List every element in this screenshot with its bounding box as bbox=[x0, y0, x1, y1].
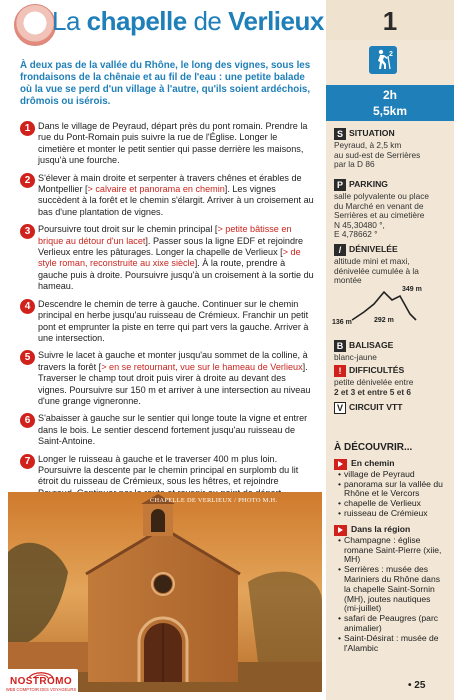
parking-label-icon: P bbox=[334, 179, 346, 191]
step-item bbox=[20, 121, 316, 167]
hiker-level-2-icon bbox=[369, 46, 397, 74]
denivelee-title: DÉNIVELÉE bbox=[349, 244, 398, 255]
title-prefix: La bbox=[52, 6, 87, 36]
parking-block bbox=[334, 179, 446, 240]
situation-block bbox=[334, 128, 446, 170]
intro-paragraph: À deux pas de la vallée du Rhône, le long des vignes, sous les frondaisons de la chênaie et au fil de l'eau : une petite balade où la vue se perd d'un village à l'autre, qu'ils soient ardéchois, drômois ou isérois. bbox=[20, 60, 311, 107]
situation-line: au sud-est de Serrières bbox=[334, 149, 421, 160]
title-mid: de bbox=[186, 6, 229, 36]
dans-region-heading: Dans la région bbox=[351, 524, 411, 535]
en-chemin-list bbox=[334, 470, 446, 519]
svg-text:2: 2 bbox=[389, 51, 393, 58]
list-item: • panorama sur la vallée du Rhône et le Vercors bbox=[338, 480, 446, 500]
step-item bbox=[20, 350, 316, 407]
en-chemin-heading: En chemin bbox=[351, 458, 395, 469]
step-number: 5 bbox=[20, 350, 35, 365]
denivelee-block bbox=[334, 244, 446, 286]
list-item: • Serrières : musée des Mariniers du Rhône dans la chapelle Saint-Sornin (MH), joutes nautiques (mi-juillet) bbox=[338, 565, 446, 614]
page-header bbox=[0, 0, 326, 52]
step-number: 1 bbox=[20, 121, 35, 136]
region-seal-icon bbox=[14, 4, 56, 46]
step-text: Longer le ruisseau à gauche et le traverser 400 m plus loin. Poursuivre la descente par le chemin principal en surplomb du lit étroit du ruisseau de Crémieux, sous les hêtres, et rejoindre bbox=[38, 453, 299, 487]
duration: 2h bbox=[382, 88, 397, 102]
step-aside: > en se retournant, vue sur le hameau de Verlieux bbox=[101, 361, 303, 372]
step-text: Descendre le chemin de terre à gauche. Continuer sur le chemin principal en herbe jusqu'au ruisseau de Crémieux. Franchir un petit pont et emprunter la piste en terre qui part vers la gauche. Arriver à une intersection. bbox=[38, 298, 309, 343]
denivelee-line: montée bbox=[334, 275, 362, 286]
step-number: 3 bbox=[20, 224, 35, 239]
profile-min: 136 m bbox=[332, 319, 352, 326]
balisage-title: BALISAGE bbox=[349, 340, 394, 351]
step-text: S'abaisser à gauche sur le sentier qui longe toute la vigne et entrer dans le bois. Le sentier descend fortement jusqu'au ruisseau de Saint-Antoine. bbox=[38, 413, 308, 447]
situation-line: Peyraud, à 2,5 km bbox=[334, 140, 402, 150]
list-item: • Saint-Désirat : musée de l'Alambic bbox=[338, 634, 446, 654]
step-number: 7 bbox=[20, 454, 35, 469]
step-aside: > petite bâtisse en brique au détour d'un lacet bbox=[38, 224, 292, 246]
step-text: ]. À la route, prendre à gauche puis à droite. Poursuivre jusqu'à un croisement à la sortie du hameau. bbox=[38, 258, 314, 292]
situation-line: par la D 86 bbox=[334, 159, 375, 170]
step-text: Poursuivre tout droit sur le chemin principal [ bbox=[38, 224, 218, 235]
title-word-chapelle: chapelle bbox=[86, 6, 187, 36]
list-item: • safari de Peaugres (parc animalier) bbox=[338, 614, 446, 634]
step-text: ]. Les vignes succèdent à la forêt et le chemin s'élargit. Arriver à un croisement au bas d'une plantation de vignes. bbox=[38, 184, 314, 217]
duration-distance-box bbox=[326, 85, 454, 121]
parking-line: du Marché en venant de bbox=[334, 200, 424, 211]
step-aside: > calvaire et panorama en chemin bbox=[87, 184, 225, 195]
parking-line: salle polyvalente ou place bbox=[334, 191, 430, 201]
denivelee-line: altitude mini et maxi, bbox=[334, 256, 410, 266]
profile-gain: 292 m bbox=[374, 317, 394, 324]
difficultes-line: petite dénivelée entre bbox=[334, 377, 414, 387]
denivelee-label-icon: / bbox=[334, 244, 346, 256]
step-item bbox=[20, 224, 316, 292]
parking-line: Serrières et au cimetière bbox=[334, 210, 425, 221]
dans-region-list bbox=[334, 536, 446, 654]
difficultes-block bbox=[334, 365, 446, 397]
parking-title: PARKING bbox=[349, 179, 388, 190]
step-text: S'élever à main droite et serpenter à travers chênes et érables de Montpellier [ bbox=[38, 172, 302, 195]
logo-tagline: WEB COMPTOIR DES VOYAGEURS bbox=[5, 687, 77, 692]
list-item: • chapelle de Verlieux bbox=[338, 499, 446, 509]
parking-line: N 45,30480 °, bbox=[334, 219, 385, 230]
difficultes-line: 2 et 3 et entre 5 et 6 bbox=[334, 386, 412, 397]
balisage-label-icon: B bbox=[334, 340, 346, 352]
step-text: Suivre le lacet à gauche et monter jusqu'au sommet de la colline, à travers la forêt [ bbox=[38, 350, 308, 372]
step-number: 6 bbox=[20, 413, 35, 428]
situation-label-icon: S bbox=[334, 128, 346, 140]
denivelee-line: dénivelée cumulée à la bbox=[334, 265, 419, 276]
step-text: Dans le village de Peyraud, départ près du pont romain. Prendre la rue du Pont-Romain puis suivre la rue de l'Église. Longer le cimetière et monter le petit sentier qui passe derrière les maisons, jusqu'à une fourche. bbox=[38, 121, 308, 166]
list-item: • ruisseau de Crémieux bbox=[338, 509, 446, 519]
route-number-box bbox=[326, 0, 454, 40]
logo-name: NOSTROMO bbox=[9, 676, 73, 687]
chapel-photo bbox=[8, 492, 322, 692]
parking-line: E 4,78662 ° bbox=[334, 229, 378, 240]
vtt-block bbox=[334, 402, 446, 415]
list-item: • village de Peyraud bbox=[338, 470, 446, 480]
profile-max: 349 m bbox=[402, 286, 422, 293]
elevation-profile bbox=[330, 282, 454, 328]
list-item: • Champagne : église romane Saint-Pierre (xiie, MH) bbox=[338, 536, 446, 565]
step-number: 4 bbox=[20, 299, 35, 314]
vtt-label-icon: V bbox=[334, 402, 346, 414]
page-title bbox=[52, 6, 324, 37]
vtt-title: CIRCUIT VTT bbox=[349, 402, 403, 413]
step-item bbox=[20, 173, 316, 219]
situation-title: SITUATION bbox=[349, 128, 395, 139]
route-number: 1 bbox=[382, 6, 398, 36]
balisage-block bbox=[334, 340, 446, 363]
discover-section bbox=[334, 443, 446, 653]
step-item bbox=[20, 299, 316, 345]
difficultes-label-icon: ! bbox=[334, 365, 346, 377]
photo-caption: CHAPELLE DE VERLIEUX / PHOTO M.H. bbox=[150, 497, 278, 504]
page-number: • 25 bbox=[408, 680, 426, 691]
balisage-value: blanc-jaune bbox=[334, 352, 377, 362]
nostromo-logo bbox=[4, 669, 78, 695]
difficultes-title: DIFFICULTÉS bbox=[349, 365, 405, 376]
step-text: ]. Passer sous la ligne EDF et rejoindre Verlieux entre les pâturages. Longer la chapelle de Verlieux [ bbox=[38, 235, 304, 258]
distance: 5,5km bbox=[372, 104, 408, 118]
title-word-verlieux: Verlieux bbox=[228, 6, 324, 36]
step-text: ]. Traverser le champ tout droit puis virer à droite au devant des vignes. Poursuivre sur 150 m et arriver à une intersection au niveau d'une grange vigneronne. bbox=[38, 361, 311, 406]
step-item bbox=[20, 413, 316, 447]
step-aside: > de style roman, reconstruite au xixe siècle bbox=[38, 247, 301, 269]
discover-title: À DÉCOUVRIR... bbox=[334, 442, 413, 453]
steps-list bbox=[20, 121, 316, 505]
step-number: 2 bbox=[20, 173, 35, 188]
